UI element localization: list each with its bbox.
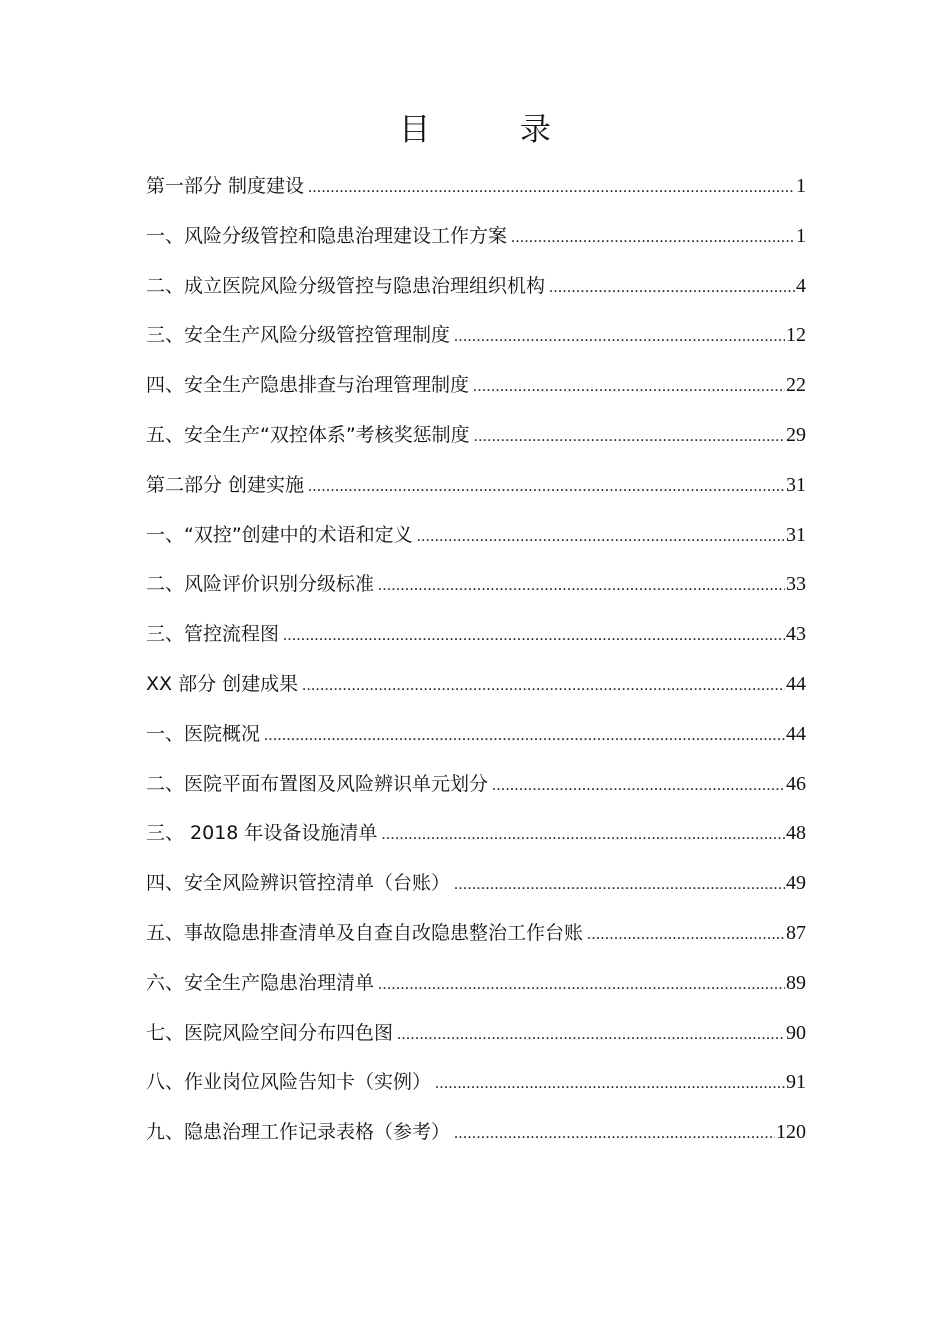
toc-entry-title: XX 部分 创建成果	[146, 672, 299, 695]
toc-entry-title: 第一部分 制度建设	[146, 175, 305, 197]
toc-page-number: 44	[786, 672, 806, 695]
dot-leader	[492, 768, 785, 804]
dot-leader	[454, 867, 785, 903]
toc-page-number: 43	[786, 623, 806, 646]
dot-leader	[302, 668, 785, 704]
toc-page-number: 91	[786, 1071, 806, 1094]
toc-entry[interactable]	[146, 317, 806, 367]
dot-leader	[397, 1017, 785, 1053]
toc-entry[interactable]	[146, 716, 806, 766]
toc-page-number: 90	[786, 1021, 806, 1044]
toc-entry[interactable]	[146, 815, 806, 865]
toc-entry-title: 第二部分 创建实施	[146, 473, 305, 496]
toc-entry-title: 七、医院风险空间分布四色图	[146, 1021, 394, 1044]
toc-entry-title: 二、成立医院风险分级管控与隐患治理组织机构	[146, 274, 546, 297]
dot-leader	[454, 1116, 775, 1152]
toc-page-number: 49	[786, 872, 806, 895]
toc-entry-title: 三、 2018 年设备设施清单	[146, 822, 378, 845]
dot-leader	[378, 568, 785, 604]
toc-entry[interactable]	[146, 517, 806, 567]
toc-entry[interactable]	[146, 1114, 806, 1164]
toc-page-number: 33	[786, 573, 806, 596]
toc-page-number: 46	[786, 772, 806, 795]
toc-page-number: 29	[786, 423, 806, 446]
toc-entry[interactable]	[146, 766, 806, 816]
dot-leader	[264, 718, 785, 754]
dot-leader	[454, 319, 785, 355]
dot-leader	[587, 917, 785, 953]
toc-page-number: 31	[786, 473, 806, 496]
toc-entry-title: 六、安全生产隐患治理清单	[146, 971, 375, 994]
dot-leader	[435, 1066, 785, 1102]
dot-leader	[473, 369, 785, 405]
toc-page-number: 89	[786, 971, 806, 994]
toc-entry[interactable]	[146, 915, 806, 965]
dot-leader	[511, 220, 795, 256]
toc-title: 目 录	[399, 112, 591, 148]
toc-entry-title: 三、安全生产风险分级管控管理制度	[146, 324, 451, 347]
toc-page-number: 4	[796, 274, 806, 297]
dot-leader	[417, 519, 785, 555]
dot-leader	[308, 469, 785, 505]
toc-entry-title: 一、“双控”创建中的术语和定义	[146, 523, 413, 546]
toc-entry-title: 四、安全生产隐患排查与治理管理制度	[146, 374, 470, 397]
toc-entry-title: 五、事故隐患排查清单及自查自改隐患整治工作台账	[146, 921, 584, 944]
toc-entry[interactable]	[146, 268, 806, 318]
toc-entry[interactable]	[146, 1064, 806, 1114]
toc-entry-title: 一、风险分级管控和隐患治理建设工作方案	[146, 224, 508, 247]
toc-page-number: 120	[776, 1121, 806, 1144]
toc-entry-title: 三、管控流程图	[146, 623, 280, 646]
toc-entry-title: 二、医院平面布置图及风险辨识单元划分	[146, 772, 489, 795]
toc-entry[interactable]	[146, 566, 806, 616]
toc-entry[interactable]	[146, 218, 806, 268]
dot-leader	[549, 270, 795, 306]
dot-leader	[308, 170, 795, 206]
toc-entry-title: 五、安全生产“双控体系”考核奖惩制度	[146, 423, 470, 446]
toc-entry[interactable]	[146, 616, 806, 666]
toc-entry[interactable]	[146, 168, 806, 218]
toc-entry[interactable]	[146, 865, 806, 915]
toc-page-number: 87	[786, 921, 806, 944]
toc-page-number: 22	[786, 374, 806, 397]
toc-entry-title: 九、隐患治理工作记录表格（参考）	[146, 1121, 451, 1144]
toc-entry[interactable]	[146, 417, 806, 467]
toc-entry[interactable]	[146, 965, 806, 1015]
toc-entry-title: 八、作业岗位风险告知卡（实例）	[146, 1071, 432, 1094]
dot-leader	[474, 419, 785, 455]
toc-entry-title: 四、安全风险辨识管控清单（台账）	[146, 872, 451, 895]
table-of-contents	[146, 168, 806, 1164]
toc-entry[interactable]	[146, 367, 806, 417]
toc-entry[interactable]	[146, 1015, 806, 1065]
dot-leader	[381, 817, 785, 853]
toc-entry-title: 一、医院概况	[146, 722, 261, 745]
toc-page-number: 12	[786, 324, 806, 347]
toc-page-number: 48	[786, 822, 806, 845]
dot-leader	[283, 618, 785, 654]
dot-leader	[378, 967, 785, 1003]
toc-entry-title: 二、风险评价识别分级标准	[146, 573, 375, 596]
toc-page-number: 1	[796, 224, 806, 247]
toc-page-number: 31	[786, 523, 806, 546]
toc-entry[interactable]	[146, 467, 806, 517]
toc-entry[interactable]	[146, 666, 806, 716]
toc-page-number: 44	[786, 722, 806, 745]
toc-page-number: 1	[796, 175, 806, 197]
